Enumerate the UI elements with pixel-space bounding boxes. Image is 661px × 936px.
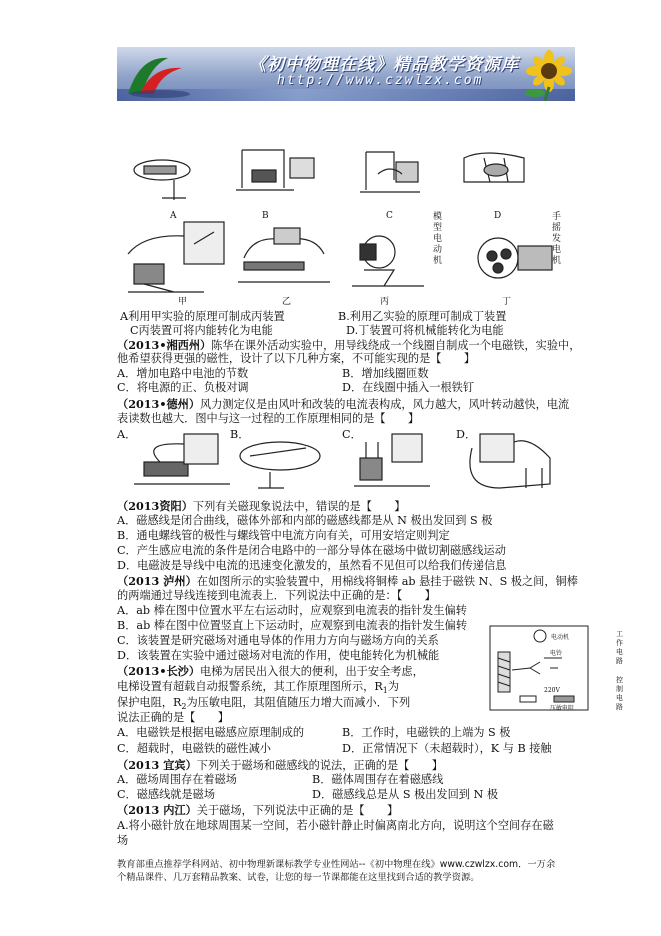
circuit-label-control: 控制电路 — [616, 676, 623, 711]
q2-opt-b: B．增加线圈匝数 — [342, 367, 429, 380]
q5-opt-c: C．该装置是研究磁场对通电导体的作用力方向与磁场方向的关系 — [117, 634, 439, 647]
circuit-label-sensor: 压敏电阻 — [550, 705, 575, 712]
q2-opt-d: D．在线圈中插入一根铁钉 — [342, 381, 475, 394]
q4-stem-text: 下列有关磁现象说法中，错误的是【 】 — [192, 500, 406, 513]
banner-title: 《初中物理在线》精品教学资源库 — [249, 55, 519, 75]
figure-elevator-circuit — [484, 622, 614, 714]
q2-opt-a: A．增加电路中电池的节数 — [117, 367, 249, 380]
q6-stem-3: 保护电阻，$R_2$为压敏电阻，其阻值随压力增大而减小．下列 — [117, 696, 411, 712]
q5-stem-1 — [117, 574, 578, 589]
sunflower-icon — [505, 49, 573, 101]
q5-opt-b: B．ab 棒在图中位置竖直上下运动时，应观察到电流表的指针发生偏转 — [117, 619, 468, 632]
q7-opt-c: C．磁感线就是磁场 — [117, 788, 216, 801]
q4-opt-b: B．通电螺线管的极性与螺线管中电流方向有关，可用安培定则判定 — [117, 529, 450, 542]
q7-stem — [117, 758, 443, 773]
fig-label-ding: 丁 — [502, 297, 512, 307]
page-footer — [117, 858, 555, 884]
q2-opt-c: C．将电源的正、负极对调 — [117, 381, 249, 394]
q7-opt-a: A．磁场周围存在着磁场 — [117, 773, 237, 786]
q1-opt-b: B.利用乙实验的原理可制成丁装置 — [338, 310, 507, 323]
q3-label-a: A． — [117, 428, 137, 441]
fig-label-bing: 丙 — [380, 297, 390, 307]
q3-source: （2013•德州） — [117, 397, 201, 411]
q5-opt-a: A．ab 棒在图中位置水平左右运动时，应观察到电流表的指针发生偏转 — [117, 604, 467, 617]
q2-stem-text: 陈华在课外活动实验中，用导线绕成一个线圈自制成一个电磁铁，实验中， — [211, 339, 581, 352]
q4-opt-c: C．产生感应电流的条件是闭合电路中的一部分导体在磁场中做切割磁感线运动 — [117, 544, 506, 557]
circuit-label-voltage: 220V — [544, 687, 560, 694]
q5-stem-text: 在如图所示的实验装置中，用棉线将铜棒 ab 悬挂于磁铁 N、S 极之间，铜棒 — [196, 575, 578, 588]
q7-opt-d: D．磁感线总是从 S 极出发回到 N 极 — [312, 788, 499, 801]
q2-source: （2013•湘西州） — [117, 338, 212, 352]
figure-row-abcd — [124, 140, 554, 222]
fig-label-c: C — [386, 211, 393, 221]
q4-stem — [117, 499, 405, 514]
q5-opt-d: D．该装置在实验中通过磁场对电流的作用，使电能转化为机械能 — [117, 649, 440, 662]
fig-label-jia: 甲 — [178, 297, 188, 307]
q1-opt-d: D.丁装置可将机械能转化为电能 — [346, 324, 504, 337]
q7-opt-b: B．磁体周围存在着磁感线 — [312, 773, 444, 786]
q8-stem — [117, 803, 398, 818]
q6-stem-text: 电梯为居民出入很大的便利，出于安全考虑， — [200, 665, 424, 678]
fig-label-a: A — [170, 211, 177, 221]
fig-label-yi: 乙 — [282, 297, 292, 307]
q6-opt-c: C．超载时，电磁铁的磁性减小 — [117, 742, 271, 755]
q1-opt-c: C丙装置可将内能转化为电能 — [130, 324, 273, 337]
label-model-motor: 模型电动机 — [433, 212, 443, 266]
q8-stem-text: 关于磁场，下列说法中正确的是【 】 — [196, 804, 399, 817]
footer-line-1: 教育部重点推荐学科网站、初中物理新课标教学专业性网站--《初中物理在线》www.czwlzx.com．一万余 — [117, 859, 556, 870]
circuit-label-motor: 电动机 — [551, 634, 570, 641]
banner-url[interactable]: http://www.czwlzx.com — [277, 73, 484, 88]
q3-stem-text: 风力测定仪是由风叶和改装的电流表构成，风力越大，风叶转动越快，电流 — [200, 398, 570, 411]
q6-opt-b: B．工作时，电磁铁的上端为 S 极 — [342, 726, 511, 739]
figure-row-jyb — [124, 214, 569, 308]
q3-label-d: D． — [456, 428, 477, 441]
figure-q3-options — [130, 428, 570, 494]
q7-stem-text: 下列关于磁场和磁感线的说法，正确的是【 】 — [196, 759, 443, 772]
footer-line-2: 个精品课件、几万套精品教案、试卷，让您的每一节课都能在这里找到合适的教学资源。 — [117, 872, 480, 883]
site-logo-icon — [122, 50, 192, 100]
q1-opt-a: A利用甲实验的原理可制成丙装置 — [120, 310, 285, 323]
q3-label-b: B． — [230, 428, 250, 441]
q6-source: （2013•长沙） — [117, 664, 201, 678]
fig-label-b: B — [262, 211, 269, 221]
q3-stem-1 — [117, 397, 569, 412]
q4-opt-d: D．电磁波是导线中电流的迅速变化激发的，虽然看不见但可以给我们传递信息 — [117, 559, 507, 572]
q5-stem-2: 的两端通过导线连接到电流表上．下列说法中正确的是：【 】 — [117, 589, 436, 602]
q8-source: （2013 内江） — [117, 803, 197, 817]
q6-opt-d: D．正常情况下（未超载时），K 与 B 接触 — [342, 742, 552, 755]
q2-stem-2: 他希望获得更强的磁性，设计了以下几种方案，不可能实现的是【 】 — [117, 352, 476, 365]
q6-opt-a: A．电磁铁是根据电磁感应原理制成的 — [117, 726, 305, 739]
label-hand-generator: 手摇发电机 — [552, 212, 562, 266]
q5-source: （2013 泸州） — [117, 574, 197, 588]
circuit-label-bell: 电铃 — [550, 650, 563, 657]
circuit-label-supply: 工作电路 — [616, 630, 623, 665]
q8-opt-a-2: 场 — [117, 834, 129, 847]
q7-source: （2013 宜宾） — [117, 758, 197, 772]
q6-stem-1 — [117, 664, 424, 679]
q3-label-c: C． — [342, 428, 362, 441]
q4-source: （2013资阳） — [117, 499, 193, 513]
fig-label-d: D — [494, 211, 502, 221]
q2-stem-1 — [117, 338, 580, 353]
q6-stem-2: 电梯设置有超载自动报警系统，其工作原理图所示，$R_1$为 — [117, 680, 400, 696]
q4-opt-a: A．磁感线是闭合曲线，磁体外部和内部的磁感线都是从 N 极出发回到 S 极 — [117, 514, 493, 527]
q3-stem-2: 表读数也越大．图中与这一过程的工作原理相同的是【 】 — [117, 412, 420, 425]
q8-opt-a-1: A.将小磁针放在地球周围某一空间，若小磁针静止时偏离南北方向，说明这个空间存在磁 — [117, 819, 554, 832]
q6-stem-4: 说法正确的是【 】 — [117, 711, 229, 724]
